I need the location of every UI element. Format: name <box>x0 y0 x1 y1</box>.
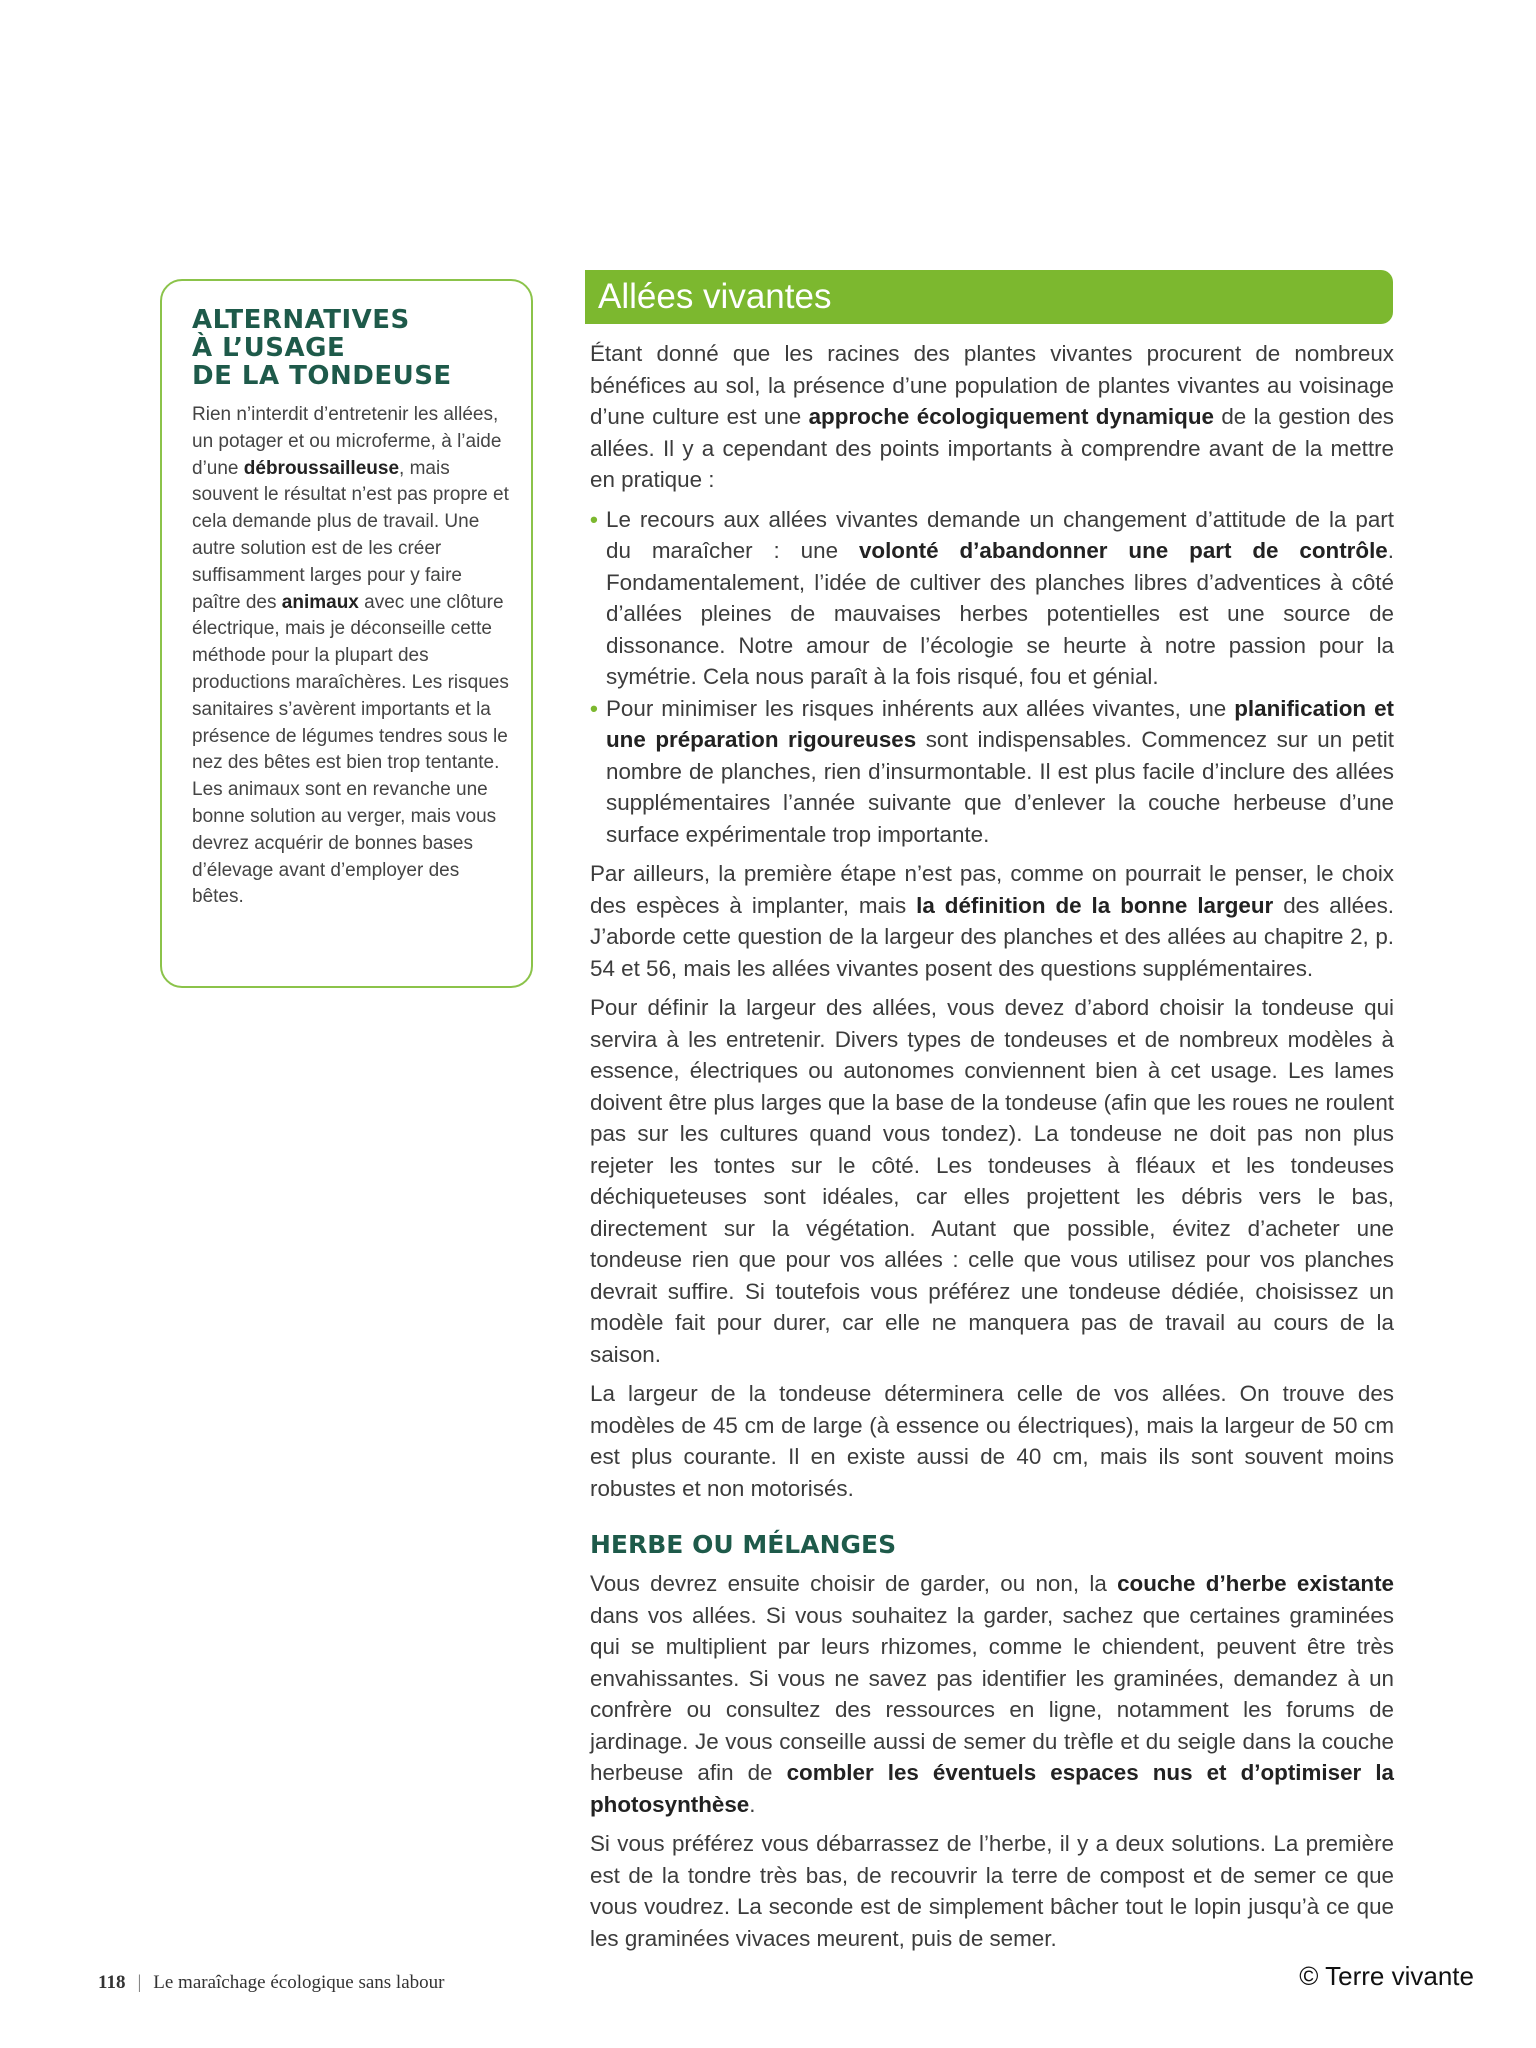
text-run: Par ailleurs, la première étape n’est pas, comme on pourrait le penser, le choix des espèces à implanter, mais <box>590 861 1394 918</box>
page-footer <box>98 1972 444 1994</box>
main-text-column <box>590 338 1394 1962</box>
section-title: Allées vivantes <box>598 277 832 316</box>
sidebar-title-line: ALTERNATIVES <box>192 305 410 335</box>
text-run: Pour minimiser les risques inhérents aux allées vivantes, une <box>606 695 1235 721</box>
text-run: . <box>749 1791 756 1817</box>
footer-separator: | <box>137 1972 142 1993</box>
text-run: . Fondamentalement, l’idée de cultiver des planches libres d’adventices à côté d’allées pleines de mauvaises herbes potentielles est une source de dissonance. Notre amour de l’écologie se heurte à notre passion pour la symétrie. Cela nous paraît à la fois risqué, fou et génial. <box>606 538 1394 689</box>
paragraph: La largeur de la tondeuse déterminera celle de vos allées. On trouve des modèles de 45 cm de large (à essence ou électriques), mais la largeur de 50 cm est plus courante. Il en existe aussi de 40 cm, mais ils sont souvent moins robustes et non motorisés. <box>590 1381 1394 1501</box>
paragraph: Si vous préférez vous débarrassez de l’herbe, il y a deux solutions. La première est de la tondre très bas, de recouvrir la terre de compost et de semer ce que vous voudrez. La seconde est de simplement bâcher tout le lopin jusqu’à ce que les graminées vivaces meurent, puis de semer. <box>590 1831 1394 1951</box>
text-run: sont indispensables. Commencez sur un petit nombre de planches, rien d’insurmontable. Il est plus facile d’inclure des allées supplémentaires l’année suivante que d’enlever la couche herbeuse d’une surface expérimentale trop importante. <box>606 727 1394 847</box>
page-number: 118 <box>98 1972 126 1993</box>
sidebar-bold-term: animaux <box>281 591 359 613</box>
bold-term: couche d’herbe existante <box>1117 1571 1394 1596</box>
copyright-notice: © Terre vivante <box>1299 1961 1474 1991</box>
paragraph <box>590 858 1394 984</box>
bullet-item <box>590 693 1394 851</box>
bold-term: approche écologiquement dynamique <box>808 404 1214 429</box>
sidebar-bold-term: débroussailleuse <box>243 457 400 479</box>
sidebar-text-run: avec une clôture électrique, mais je déconseille cette méthode pour la plupart des productions maraîchères. Les risques sanitaires s’avèrent importants et la présence de légumes tendres sous le nez des bêtes est bien trop tentante. Les animaux sont en revanche une bonne solution au verger, mais vous devrez acquérir de bonnes bases d’élevage avant d’employer des bêtes. <box>192 591 509 908</box>
sidebar-title <box>192 306 512 390</box>
bullet-item <box>590 504 1394 693</box>
text-run: Le recours aux allées vivantes demande un changement d’attitude de la part du maraîcher : une <box>606 506 1394 563</box>
paragraph: Pour définir la largeur des allées, vous devez d’abord choisir la tondeuse qui servira à les entretenir. Divers types de tondeuses et de nombreux modèles à essence, électriques ou autonomes conviennent bien à cet usage. Les lames doivent être plus larges que la base de la tondeuse (afin que les roues ne roulent pas sur les cultures quand vous tondez). La tondeuse ne doit pas non plus rejeter les tontes sur le côté. Les tondeuses à fléaux et les tondeuses déchiqueteuses sont idéales, car elles projettent les débris vers le bas, directement sur la végétation. Autant que possible, évitez d’acheter une tondeuse rien que pour vos allées : celle que vous utilisez pour vos planches devrait suffire. Si toutefois vous préférez une tondeuse dédiée, choisissez un modèle fait pour durer, car elle ne manquera pas de travail au cours de la saison. <box>590 995 1394 1367</box>
text-run: Vous devrez ensuite choisir de garder, ou non, la <box>590 1571 1118 1596</box>
paragraph <box>590 1568 1394 1820</box>
text-run: dans vos allées. Si vous souhaitez la garder, sachez que certaines graminées qui se multiplient par leurs rhizomes, comme le chiendent, peuvent être très envahissantes. Si vous ne savez pas identifier les graminées, demandez à un confrère ou consultez des ressources en ligne, notamment les forums de jardinage. Je vous conseille aussi de semer du trèfle et du seigle dans la couche herbeuse afin de <box>590 1602 1394 1785</box>
sidebar-title-line: À L’USAGE <box>192 333 346 363</box>
bold-term: volonté d’abandonner une part de contrôle <box>858 538 1388 563</box>
sidebar-text-run: Rien n’interdit d’entretenir les allées, un potager et ou microferme, à l’aide d’une <box>192 404 502 479</box>
book-title: Le maraîchage écologique sans labour <box>153 1972 445 1993</box>
sidebar-title-line: DE LA TONDEUSE <box>192 361 452 391</box>
text-run: des allées. J’aborde cette question de la largeur des planches et des allées au chapitre 2, p. 54 et 56, mais les allées vivantes posent des questions supplémentaires. <box>590 892 1394 981</box>
bullet-list <box>590 504 1394 851</box>
bullet-marker: • <box>590 506 598 532</box>
bold-term: la définition de la bonne largeur <box>916 892 1274 918</box>
intro-paragraph <box>590 338 1394 496</box>
sidebar-text-run: , mais souvent le résultat n’est pas propre et cela demande plus de travail. Une autre solution est de les créer suffisamment larges pour y faire paître des <box>192 457 509 613</box>
subheading: HERBE OU MÉLANGES <box>590 1530 897 1559</box>
bold-term: planification et une préparation rigoureuses <box>606 695 1394 752</box>
text-run: de la gestion des allées. Il y a cependant des points importants à comprendre avant de la mettre en pratique : <box>590 404 1394 492</box>
bullet-marker: • <box>590 695 598 721</box>
sidebar-text <box>192 402 510 911</box>
text-run: Étant donné que les racines des plantes vivantes procurent de nombreux bénéfices au sol, la présence d’une population de plantes vivantes au voisinage d’une culture est une <box>590 341 1394 429</box>
bold-term: combler les éventuels espaces nus et d’optimiser la photosynthèse <box>590 1760 1394 1817</box>
